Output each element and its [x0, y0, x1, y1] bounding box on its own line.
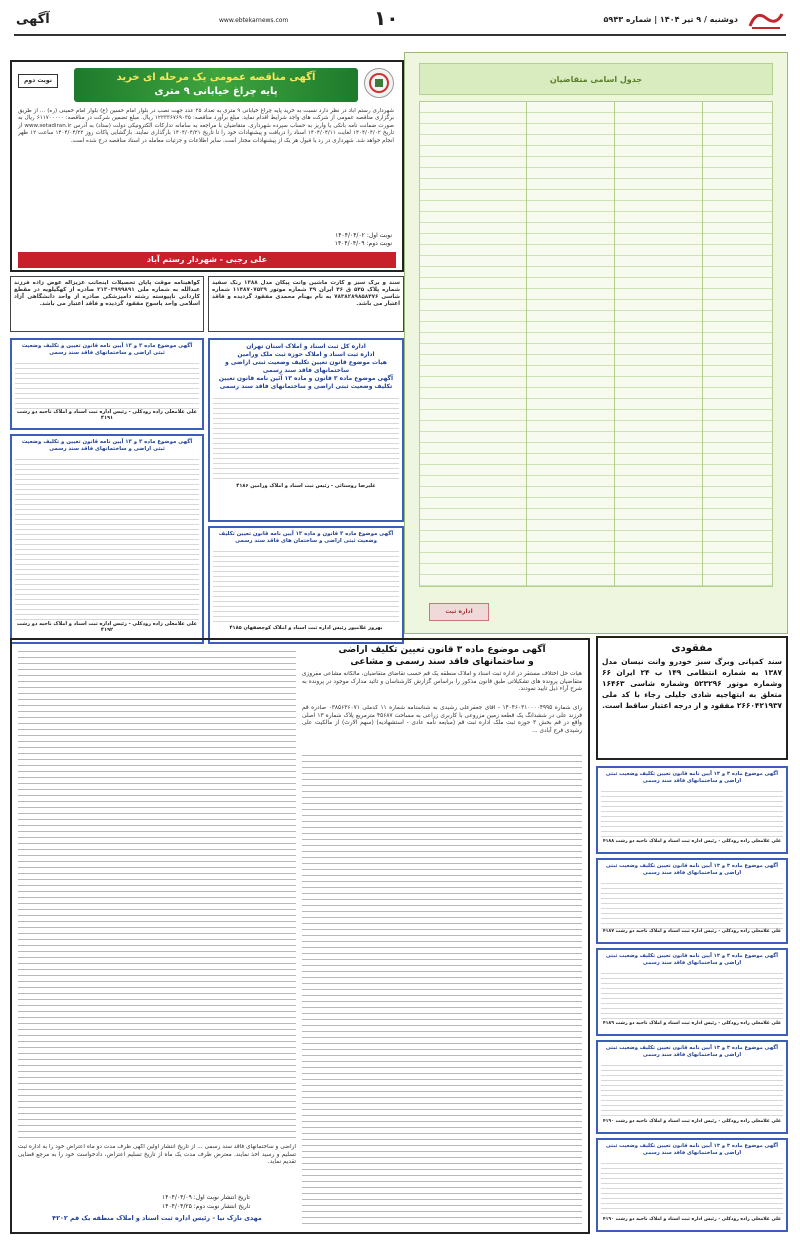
- right-notice-1-body: [601, 787, 783, 839]
- tender-date-1: نوبت اول: ۱۴۰۴/۰۴/۰۲: [335, 232, 392, 239]
- municipality-emblem: [364, 68, 394, 98]
- qom-right-column: [302, 750, 582, 1228]
- right-notice-1-title: آگهی موضوع ماده ۳ و ۱۳ آیین نامه قانون تعیین تکلیف وضعیت ثبتی اراضی و ساختمانهای فاقد سند رسمی: [605, 771, 779, 784]
- tender-title-banner: [74, 68, 358, 102]
- qom-date-2: تاریخ انتشار نوبت دوم: ۱۴۰۴/۰۴/۲۵: [162, 1203, 251, 1210]
- registry-notice-1: [10, 338, 204, 430]
- lost-vehicle-notice: [208, 276, 404, 332]
- tender-body: شهرداری رستم آباد در نظر دارد نسبت به خرید پایه چراغ خیابانی ۹ متری به تعداد ۲۵ عدد جهت نصب در بلوار امام حسین (ع) بلوار امام خمینی (ره) ... از طریق برگزاری مناقصه عمومی از شرکت های واجد شرایط اقدام نماید. مبلغ برآورد مناقصه: ۱۲۲۳۳۶۷۶۹۰۳۵ ریال. مبلغ تضمین شرکت در مناقصه: ۶۱۱۷۰۰۰۰۰ ریال به صورت ضمانت نامه بانکی یا واریز به حساب سپرده شهرداری. متقاضیان با مراجعه به سامانه تدارکات الکترونیکی دولت (ستاد) به آدرس www.setadiran.ir از تاریخ ۱۴۰۴/۰۴/۰۲ لغایت ۱۴۰۴/۰۴/۱۱ اسناد را دریافت و پیشنهادات خود را تا تاریخ ۱۴۰۴/۰۴/۲۱ بارگذاری نمایند. بازگشایی پاکات روز ۱۴۰۴/۰۴/۲۲ ساعت ۱۲ ظهر انجام خواهد شد. شهرداری در رد یا قبول هر یک از پیشنهادات مختار است. سایر اطلاعات و جزئیات معامله در اسناد مناقصه درج شده است.: [18, 108, 394, 144]
- section-label: آگهی: [16, 12, 50, 27]
- varamin-title-3: هیات موضوع قانون تعیین تکلیف وضعیت ثبتی اراضی و ساختمانهای فاقد سند رسمی: [225, 359, 387, 374]
- varamin-body: [213, 394, 399, 480]
- right-notice-4-signature: علی غلامعلی زاده رودکلی - رئیس اداره ثبت اسناد و املاک ناحیه دو رشت ۴۱۹۰: [602, 1119, 782, 1124]
- lost-vehicle-text: سند و برگ سبز و کارت ماشین وانت پیکان مدل ۱۳۸۸ رنگ سفید شماره پلاک ۵۴۵ ق ۴۶ ایران ۴۹ شماره موتور ۱۱۴۸۷۰۷۵۲۹ شماره شاسی ۷۸۳۸۲۸۹۸۵۸۴۷۶ به نام بهنام محمدی مفقود گردیده و فاقد اعتبار می باشد.: [212, 280, 400, 307]
- notice-2-body: [15, 455, 199, 621]
- qom-left-column: [18, 646, 296, 1140]
- varamin-registry-notice: [208, 338, 404, 522]
- logo: [746, 8, 786, 32]
- right-notice-4-body: [601, 1061, 783, 1119]
- notice-2-signature: علی غلامعلی زاده رودکلی - رئیس اداره ثبت اسناد و املاک ناحیه دو رشت ۴۱۹۲: [16, 621, 198, 633]
- right-notice-5-body: [601, 1159, 783, 1217]
- kuchesfahan-title: آگهی موضوع ماده ۳ قانون و ماده ۱۳ آیین نامه قانون تعیین تکلیف وضعیت ثبتی اراضی و ساختمان های فاقد سند رسمی: [218, 531, 394, 544]
- kuchesfahan-registry-notice: [208, 526, 404, 644]
- tender-title-1: آگهی مناقصه عمومی یک مرحله ای خرید: [116, 72, 316, 83]
- right-notice-2-body: [601, 879, 783, 929]
- right-notice-5-signature: علی غلامعلی زاده رودکلی - رئیس اداره ثبت اسناد و املاک ناحیه دو رشت ۴۱۹۰: [602, 1217, 782, 1222]
- right-notice-2-title: آگهی موضوع ماده ۳ و ۱۳ آیین نامه قانون تعیین تکلیف وضعیت ثبتی اراضی و ساختمانهای فاقد سند رسمی: [605, 863, 779, 876]
- qom-title-1: آگهی موضوع ماده ۳ قانون تعیین تکلیف اراضی: [338, 645, 546, 655]
- stamp-text: اداره ثبت: [445, 608, 473, 615]
- emblem-icon: [365, 69, 393, 97]
- lost-certificate-text: گواهینامه موقت پایان تحصیلات اینجانب عزیزاله عوض زاده فرزند عبدالله به شماره ملی ۲۱۳۰۳۹۹۹۸۹۱ صادره از کهگیلویه در مقطع کاردانی ناپیوسته رشته دامپزشکی صادره از واحد دانشگاهی آزاد اسلامی واحد یاسوج مفقود گردیده و فاقد اعتبار می باشد.: [14, 280, 200, 307]
- scanned-header: [419, 63, 773, 95]
- page-number: ۱۰: [374, 6, 399, 30]
- right-notice-1-signature: علی غلامعلی زاده رودکلی - رئیس اداره ثبت اسناد و املاک ناحیه دو رشت ۴۱۸۸: [602, 839, 782, 844]
- issue-info: دوشنبه / ۹ تیر ۱۴۰۴ | شماره ۵۹۴۳: [603, 15, 738, 24]
- right-notice-5-title: آگهی موضوع ماده ۳ و ۱۳ آیین نامه قانون تعیین تکلیف وضعیت ثبتی اراضی و ساختمانهای فاقد سند رسمی: [605, 1143, 779, 1156]
- right-notice-3-body: [601, 969, 783, 1021]
- right-notice-2-signature: علی غلامعلی زاده رودکلی - رئیس اداره ثبت اسناد و املاک ناحیه دو رشت ۴۱۸۷: [602, 929, 782, 934]
- qom-registry-notice: [10, 638, 590, 1234]
- lost-nissan-title: مفقودی: [671, 643, 713, 654]
- tender-date-2: نوبت دوم: ۱۴۰۴/۰۴/۰۹: [334, 240, 392, 247]
- qom-date-1: تاریخ انتشار نوبت اول: ۱۴۰۴/۰۴/۰۹: [162, 1194, 250, 1201]
- right-notice-2: [596, 858, 788, 944]
- qom-final: اراضی و ساختمانهای فاقد سند رسمی ... از تاریخ انتشار اولین آگهی ظرف مدت دو ماه اعتراض خود را به اداره ثبت تسلیم و رسید اخذ نمایند. معترض ظرف مدت یک ماه از تاریخ تسلیم اعتراض، دادخواست خود را به مرجع قضایی تقدیم نماید.: [18, 1144, 296, 1190]
- varamin-title-4: آگهی موضوع ماده ۳ قانون و ماده ۱۳ آئین نامه قانون تعیین تکلیف وضعیت ثبتی اراضی و ساختمانهای فاقد سند رسمی: [218, 375, 394, 390]
- logo-icon: [746, 8, 786, 32]
- right-notice-5: [596, 1138, 788, 1232]
- registry-notice-2: [10, 434, 204, 644]
- kuchesfahan-signature: بهروز غلامپور رئیس اداره ثبت اسناد و املاک کوچصفهان ۴۱۸۵: [229, 625, 383, 631]
- right-notice-4: [596, 1040, 788, 1134]
- notice-1-signature: علی غلامعلی زاده رودکلی - رئیس اداره ثبت اسناد و املاک ناحیه دو رشت ۴۱۹۱: [16, 409, 198, 421]
- varamin-title-1: اداره کل ثبت اسناد و املاک استان تهران: [246, 343, 366, 350]
- qom-signature: مهدی نازک نیا - رئیس اداره ثبت اسناد و املاک منطقه یک قم ۴۲۰۲: [52, 1214, 262, 1222]
- varamin-title-2: اداره ثبت اسناد و املاک حوزه ثبت ملک ورامین: [237, 351, 375, 358]
- tender-title-2: پایه چراغ خیابانی ۹ متری: [154, 86, 278, 97]
- kuchesfahan-body: [213, 547, 399, 625]
- tender-signature-bar: [18, 252, 396, 268]
- qom-intro: هیات حل اختلاف مستقر در اداره ثبت اسناد و املاک منطقه یک قم حسب تقاضای متقاضیان، مالکانه مشاعی مفروزی متقاضیان پرونده های تشکیلاتی طبق قانون مذکور را براساس گزارش کارشناسان و تائید مدارک موجود در پرونده به شرح آراء ذیل تایید نمودند.: [302, 671, 582, 693]
- right-notice-1: [596, 766, 788, 854]
- page-header: [14, 6, 786, 36]
- round-ribbon: نوبت دوم: [18, 74, 58, 88]
- notice-2-title: آگهی موضوع ماده ۳ و ۱۳ آیین نامه قانون تعیین و تکلیف وضعیت ثبتی اراضی و ساختمانهای فاقد سند رسمی: [21, 439, 193, 452]
- tender-signature: علی رجبی - شهردار رستم آباد: [146, 255, 268, 264]
- right-notice-4-title: آگهی موضوع ماده ۳ و ۱۳ آیین نامه قانون تعیین تکلیف وضعیت ثبتی اراضی و ساختمانهای فاقد سند رسمی: [605, 1045, 779, 1058]
- qom-paragraph: رای شماره ۱۴۰۴۶۰۳۱۰۰۰۰۴۹۹۵ - آقای جعفرعلی رشیدی به شناسنامه شماره ۱۱ کدملی ۰۳۸۵۶۳۶۰۷۱ صادره قم فرزند علی در ششدانگ یک قطعه زمین مزروعی با کاربری زراعی به مساحت ۴۵۶۸۷ مترمربع پلاک شماره ۱۳ اصلی واقع در قم بخش ۳ حوزه ثبت ملک اداره ثبت قم (مبایعه نامه عادی - استشهادیه) (سهم الارث) از مالکیت علی رشیدی فرج آبادی ...: [302, 705, 582, 734]
- lost-nissan-notice: [596, 636, 788, 760]
- qom-title-2: و ساختمانهای فاقد سند رسمی و مشاعی: [350, 657, 534, 667]
- right-notice-3-signature: علی غلامعلی زاده رودکلی - رئیس اداره ثبت اسناد و املاک ناحیه دو رشت ۴۱۸۹: [602, 1021, 782, 1026]
- scanned-table: [419, 101, 773, 587]
- scanned-col-line: [526, 102, 527, 586]
- varamin-signature: علیرضا روستائی - رئیس ثبت اسناد و املاک ورامین ۴۱۸۶: [236, 483, 376, 489]
- scanned-stamp: [429, 603, 489, 621]
- notice-1-body: [15, 359, 199, 409]
- right-notice-3-title: آگهی موضوع ماده ۳ و ۱۳ آیین نامه قانون تعیین تکلیف وضعیت ثبتی اراضی و ساختمانهای فاقد سند رسمی: [605, 953, 779, 966]
- notice-1-title: آگهی موضوع ماده ۳ و ۱۳ آیین نامه قانون تعیین و تکلیف وضعیت ثبتی اراضی و ساختمانهای فاقد سند رسمی: [21, 343, 193, 356]
- right-notice-3: [596, 948, 788, 1036]
- scanned-title: جدول اسامی متقاضیان: [549, 75, 643, 84]
- scanned-col-line: [614, 102, 615, 586]
- scanned-notice-panel: [404, 52, 788, 634]
- lost-certificate-notice: [10, 276, 204, 332]
- scanned-col-line: [702, 102, 703, 586]
- tender-notice: [10, 60, 404, 272]
- lost-nissan-text: سند کمپانی وبرگ سبز خودرو وانت نیسان مدل ۱۳۸۷ به شماره انتظامی ۱۴۹ ب ۲۴ ایران ۶۶ وشماره موتور ۵۲۳۲۹۶ وشماره شاسی ۱۶۴۶۳ متعلق به ابتهاجیه شادی جلیلی رجاء با کد ملی ۲۶۶۰۴۲۱۹۳۷ مفقود و از درجه اعتبار ساقط است.: [602, 657, 782, 710]
- site-url: www.ebtekarnews.com: [219, 17, 289, 24]
